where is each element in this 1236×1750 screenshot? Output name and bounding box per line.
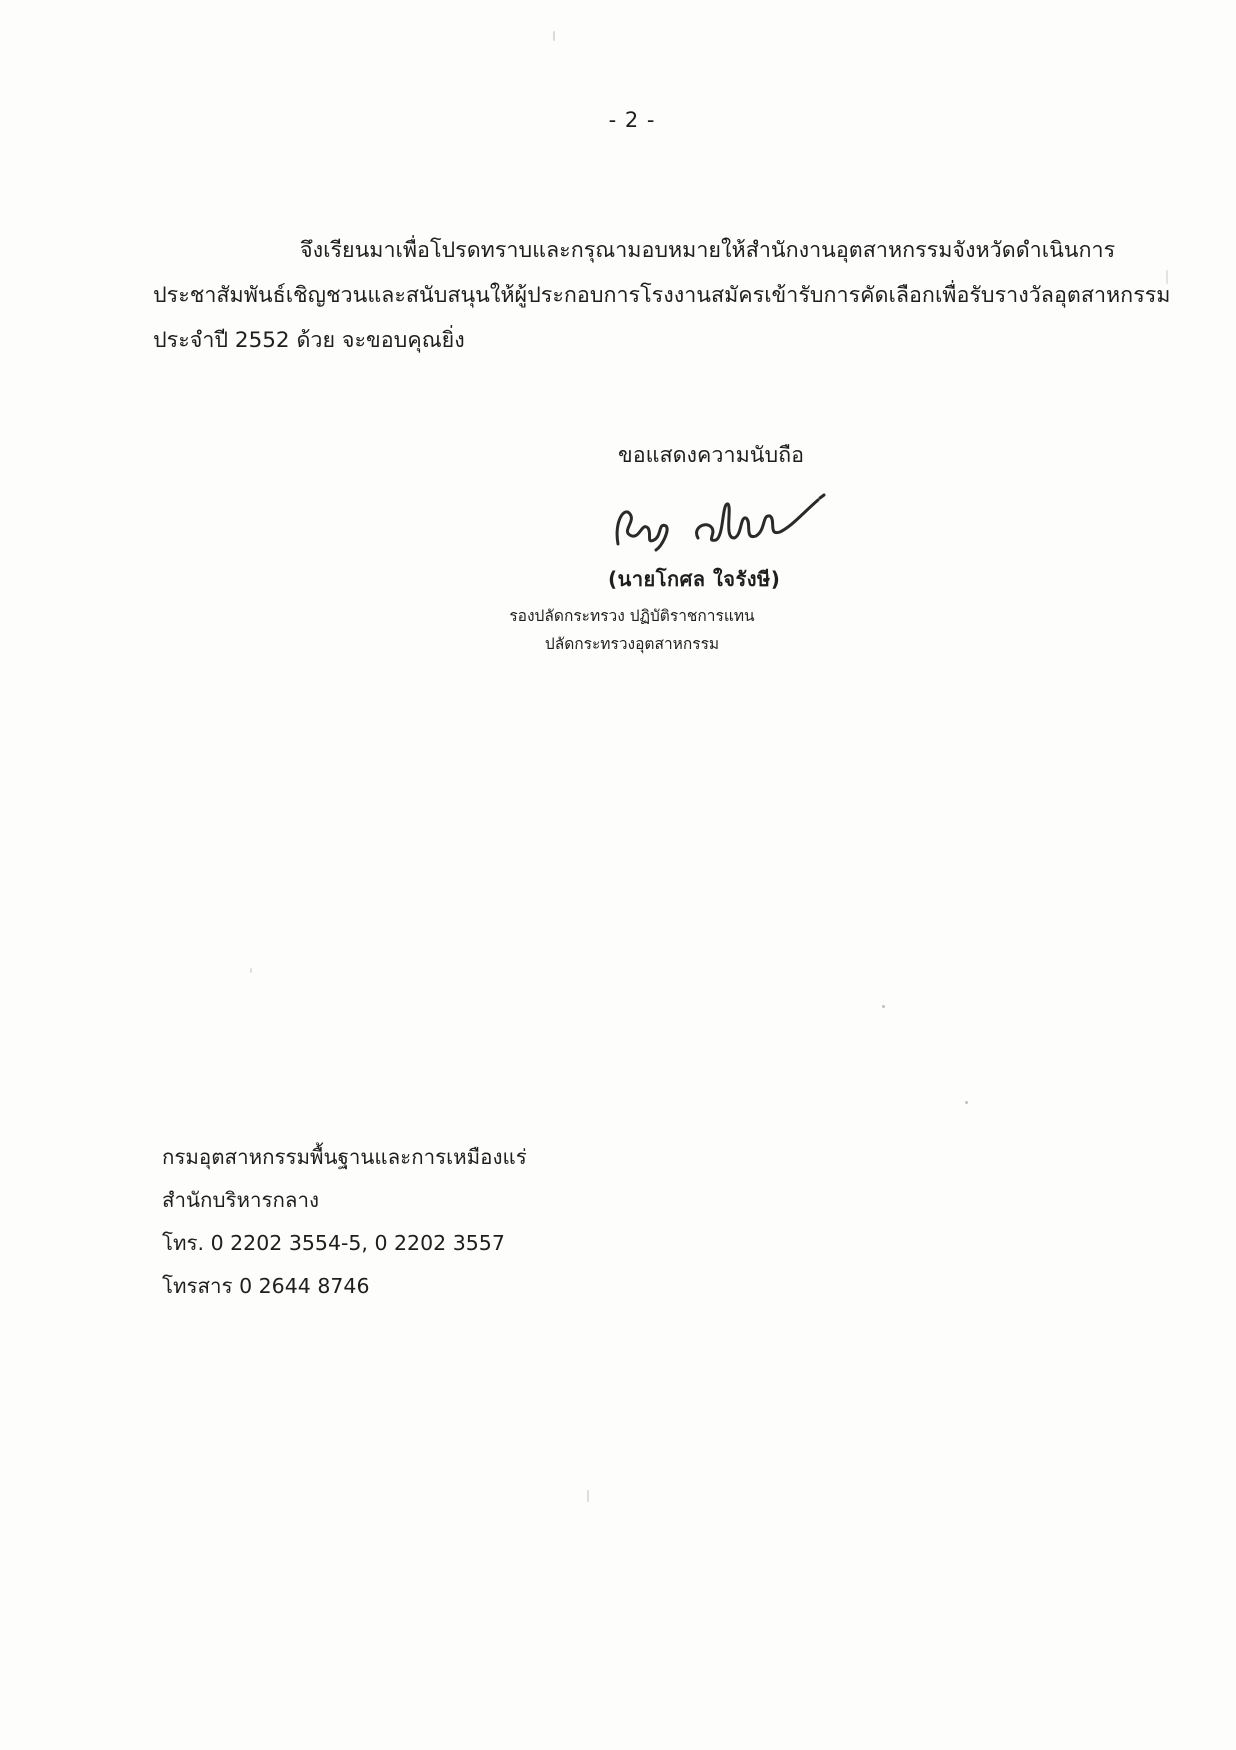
- body-line: ประชาสัมพันธ์เชิญชวนและสนับสนุนให้ผู้ประกอบการโรงงานสมัครเข้ารับการคัดเลือกเพื่อรับรางวัลอุตสาหกรรม: [153, 283, 1171, 308]
- footer-department: กรมอุตสาหกรรมพื้นฐานและการเหมืองแร่: [162, 1145, 527, 1169]
- signer-title-line1: รองปลัดกระทรวง ปฏิบัติราชการแทน: [509, 607, 755, 625]
- handwritten-signature: [606, 492, 846, 554]
- scan-speck: [250, 968, 252, 973]
- footer-contact: [162, 1136, 527, 1308]
- scan-speck: [553, 31, 555, 41]
- closing-salutation: ขอแสดงความนับถือ: [618, 443, 805, 468]
- scan-speck: [1166, 270, 1168, 284]
- body-paragraph: [153, 228, 1171, 363]
- signer-title-line2: ปลัดกระทรวงอุตสาหกรรม: [544, 635, 720, 653]
- signer-name: (นายโกศล ใจรังษี): [608, 567, 781, 591]
- page-number: - 2 -: [608, 108, 656, 132]
- footer-phone: โทร. 0 2202 3554-5, 0 2202 3557: [162, 1231, 505, 1255]
- footer-office: สำนักบริหารกลาง: [162, 1188, 320, 1212]
- body-line: จึงเรียนมาเพื่อโปรดทราบและกรุณามอบหมายให้สำนักงานอุตสาหกรรมจังหวัดดำเนินการ: [300, 238, 1116, 263]
- scan-speck: [882, 1005, 885, 1008]
- body-line: ประจำปี 2552 ด้วย จะขอบคุณยิ่ง: [153, 328, 465, 353]
- scan-speck: [587, 1490, 589, 1502]
- footer-fax: โทรสาร 0 2644 8746: [162, 1274, 370, 1298]
- scan-speck: [965, 1101, 968, 1104]
